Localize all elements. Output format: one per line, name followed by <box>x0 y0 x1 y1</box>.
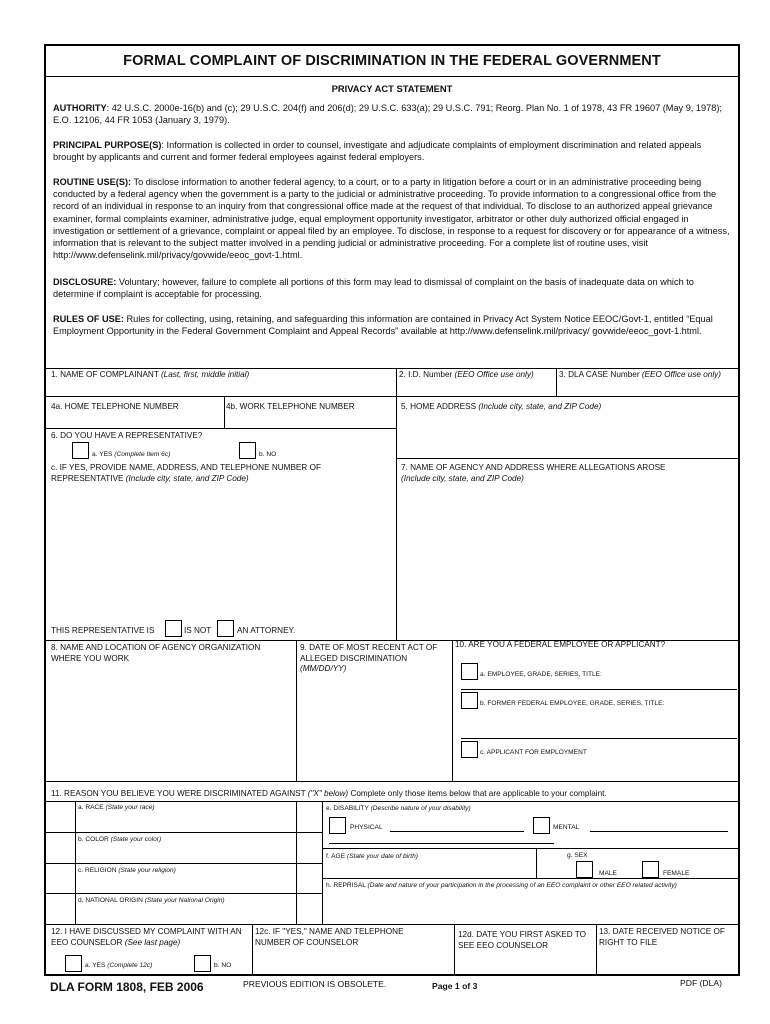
id-number-field[interactable] <box>401 382 551 394</box>
purpose-paragraph: PRINCIPAL PURPOSE(S): Information is collected in order to counsel, investigate and adjudicate complaints of employment discrimination and related appeals brought by applicants and current and former federal employees against federal employers. <box>53 140 702 163</box>
counselor-yes-label: a. YES (Complete 12c) <box>85 962 153 969</box>
field-line <box>461 689 737 690</box>
disability-label: e. DISABILITY (Describe nature of your disability) <box>326 805 471 812</box>
home-phone-field[interactable] <box>51 414 221 426</box>
field-line <box>590 831 728 832</box>
representative-no-label: b. NO <box>259 451 277 458</box>
field-2-label: 2. I.D. Number (EEO Office use only) <box>399 370 534 379</box>
former-employee-label: b. FORMER FEDERAL EMPLOYEE, GRADE, SERIES, TITLE: <box>480 700 665 707</box>
physical-label: PHYSICAL <box>350 824 383 831</box>
divider <box>46 396 738 397</box>
form-page <box>44 44 740 976</box>
form-number: DLA FORM 1808, FEB 2006 <box>50 980 204 994</box>
complainant-name-field[interactable] <box>51 384 391 400</box>
counselor-yes-checkbox[interactable] <box>65 955 82 972</box>
divider <box>396 396 397 640</box>
divider <box>396 458 738 459</box>
male-label: MALE <box>599 870 617 877</box>
female-label: FEMALE <box>663 870 690 877</box>
counselor-no-label: b. NO <box>214 962 232 969</box>
applicant-label: c. APPLICANT FOR EMPLOYMENT <box>480 749 587 756</box>
alleged-date-field[interactable] <box>300 680 445 694</box>
representative-is-not-label: IS NOT <box>184 626 212 635</box>
page-number: Page 1 of 3 <box>432 981 478 991</box>
attorney-label: AN ATTORNEY. <box>237 626 296 635</box>
employee-label: a. EMPLOYEE, GRADE, SERIES, TITLE: <box>480 671 602 678</box>
reprisal-label: h. REPRISAL (Date and nature of your participation in the processing of an EEO complaint or other EEO related activity) <box>326 882 677 889</box>
national-origin-label: d. NATIONAL ORIGIN (State your National Origin) <box>78 897 225 904</box>
field-10-label: 10. ARE YOU A FEDERAL EMPLOYEE OR APPLICANT? <box>455 640 666 649</box>
representative-yes-label: a. YES (Complete Item 6c) <box>92 451 171 458</box>
race-label: a. RACE (State your race) <box>78 804 155 811</box>
authority-paragraph: AUTHORITY: 42 U.S.C. 2000e-16(b) and (c); 29 U.S.C. 204(f) and 206(d); 29 U.S.C. 633(a); 29 U.S.C. 791; Reorg. Plan No. 1 of 1978, 43 FR 19607 (May 9, 1978); E.O. 12106, 44 FR 1053 (January 3, 1979). <box>53 103 722 126</box>
field-12d-label: 12d. DATE YOU FIRST ASKED TO SEE EEO COUNSELOR <box>458 930 587 950</box>
sex-label: g. SEX <box>567 852 588 859</box>
field-3-label: 3. DLA CASE Number (EEO Office use only) <box>559 370 722 379</box>
divider <box>252 924 253 976</box>
field-6c-label: c. IF YES, PROVIDE NAME, ADDRESS, AND TELEPHONE NUMBER OF REPRESENTATIVE (Include city, state, and ZIP Code) <box>51 463 321 483</box>
divider <box>46 781 738 782</box>
field-line <box>461 738 737 739</box>
divider <box>46 428 396 429</box>
physical-checkbox[interactable] <box>329 817 346 834</box>
mental-label: MENTAL <box>553 824 580 831</box>
home-address-field[interactable] <box>401 416 731 456</box>
field-4a-label: 4a. HOME TELEPHONE NUMBER <box>51 402 179 411</box>
counselor-no-checkbox[interactable] <box>194 955 211 972</box>
divider <box>46 76 738 77</box>
field-line <box>390 831 524 832</box>
field-line <box>329 843 554 844</box>
representative-is-label: THIS REPRESENTATIVE IS <box>51 626 155 635</box>
divider <box>46 893 322 894</box>
representative-is-not-checkbox[interactable] <box>217 620 234 637</box>
divider <box>46 924 738 925</box>
counselor-info-field[interactable] <box>255 951 450 971</box>
field-11-label: 11. REASON YOU BELIEVE YOU WERE DISCRIMINATED AGAINST ("X" below) Complete only those items below that are applicable to your complaint. <box>51 789 607 798</box>
field-13-label: 13. DATE RECEIVED NOTICE OF RIGHT TO FILE <box>599 927 725 947</box>
notice-date-field[interactable] <box>599 951 734 971</box>
representative-yes-checkbox[interactable] <box>72 442 89 459</box>
religion-label: c. RELIGION (State your religion) <box>78 867 176 874</box>
divider <box>46 801 738 802</box>
employee-checkbox[interactable] <box>461 663 478 680</box>
routine-uses-paragraph: ROUTINE USE(S): To disclose information to another federal agency, to a court, or to a party in litigation before a court or in an administrative proceeding being conducted by a federal agency when the government is a party to the judicial or administrative proceeding. To provide information to a congressional office from the record of an individual in response to an inquiry from that congressional office made at the request of that individual. To disclose to an authorized appeal grievance examiner, formal complaints examiner, administrative judge, equal employment opportunity investigator, arbitrator or other duly authorized official engaged in investigation or settlement of a grievance, complaint or appeal filed by an employee. To disclose, in response to a request for discovery or for appearance of a witness, information that is relevant to the subject matter involved in a pending judicial or administrative proceeding. For a complete list of routine uses, visit http://www.defenselink.mil/privacy/govwide/eeoc_govt-1.html. <box>53 177 730 261</box>
female-checkbox[interactable] <box>642 861 659 878</box>
representative-info-field[interactable] <box>51 488 391 618</box>
divider <box>322 801 323 924</box>
representative-no-checkbox[interactable] <box>239 442 256 459</box>
divider <box>296 640 297 781</box>
former-employee-checkbox[interactable] <box>461 692 478 709</box>
field-12c-label: 12c. IF "YES," NAME AND TELEPHONE NUMBER OF COUNSELOR <box>255 927 404 947</box>
age-label: f. AGE (State your date of birth) <box>326 853 418 860</box>
disclosure-paragraph: DISCLOSURE: Voluntary; however, failure to complete all portions of this form may lead to dismissal of complaint on the basis of inadequate data on which to determine if complaint is acceptable for processing. <box>53 277 694 300</box>
work-phone-field[interactable] <box>228 414 393 426</box>
applicant-checkbox[interactable] <box>461 741 478 758</box>
field-9-hint: (MM/DD/YY) <box>300 664 347 673</box>
field-7-hint: (Include city, state, and ZIP Code) <box>401 474 524 483</box>
divider <box>454 924 455 976</box>
divider <box>536 848 537 878</box>
male-checkbox[interactable] <box>576 861 593 878</box>
agency-address-field[interactable] <box>401 488 731 628</box>
divider <box>224 396 225 428</box>
divider <box>396 368 397 396</box>
field-6-label: 6. DO YOU HAVE A REPRESENTATIVE? <box>51 431 203 440</box>
divider <box>556 368 557 396</box>
pdf-label: PDF (DLA) <box>680 978 723 988</box>
divider <box>46 863 322 864</box>
field-12-label: 12. I HAVE DISCUSSED MY COMPLAINT WITH AN EEO COUNSELOR (See last page) <box>51 927 242 947</box>
mental-checkbox[interactable] <box>533 817 550 834</box>
field-4b-label: 4b. WORK TELEPHONE NUMBER <box>226 402 355 411</box>
divider <box>322 878 738 879</box>
agency-organization-field[interactable] <box>51 668 291 778</box>
obsolete-notice: PREVIOUS EDITION IS OBSOLETE. <box>243 979 387 989</box>
case-number-field[interactable] <box>561 382 736 394</box>
counselor-date-field[interactable] <box>458 954 593 972</box>
privacy-act-title: PRIVACY ACT STATEMENT <box>331 83 453 94</box>
field-7-label: 7. NAME OF AGENCY AND ADDRESS WHERE ALLEGATIONS AROSE <box>401 463 666 472</box>
color-label: b. COLOR (State your color) <box>78 836 162 843</box>
representative-is-checkbox[interactable] <box>165 620 182 637</box>
divider <box>46 832 322 833</box>
field-1-label: 1. NAME OF COMPLAINANT (Last, first, middle initial) <box>51 370 250 379</box>
form-title: FORMAL COMPLAINT OF DISCRIMINATION IN THE FEDERAL GOVERNMENT <box>123 53 661 69</box>
divider <box>46 368 738 369</box>
divider <box>452 640 453 781</box>
divider <box>596 924 597 976</box>
field-9-label: 9. DATE OF MOST RECENT ACT OF ALLEGED DISCRIMINATION <box>300 643 438 663</box>
rules-of-use-paragraph: RULES OF USE: Rules for collecting, using, retaining, and safeguarding this information are contained in Privacy Act System Notice EEOC/Govt-1, entitled “Equal Employment Opportunity in the Federal Government Complaint and Appeal Records” available at http://www.defenselink.mil/privacy/ govwide/eeoc_govt-1.html. <box>53 314 713 337</box>
field-8-label: 8. NAME AND LOCATION OF AGENCY ORGANIZATION WHERE YOU WORK <box>51 643 261 663</box>
divider <box>322 848 738 849</box>
field-5-label: 5. HOME ADDRESS (Include city, state, and ZIP Code) <box>401 402 602 411</box>
